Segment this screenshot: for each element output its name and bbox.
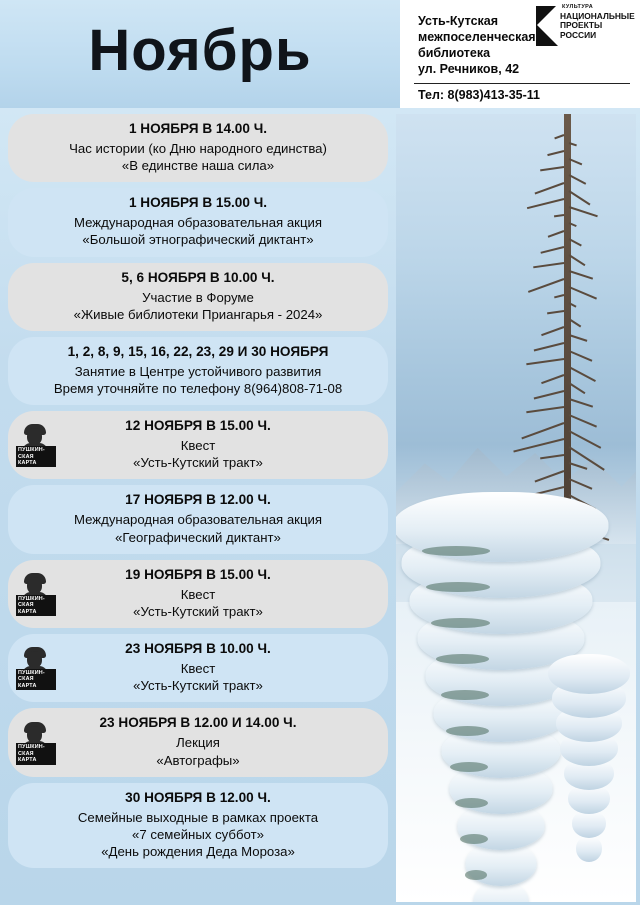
event-description-line: «Усть-Кутский тракт» [133, 603, 263, 619]
tree-branch [541, 326, 564, 336]
pushkin-card-label [16, 669, 56, 690]
tree-branch [527, 198, 564, 209]
tree-branch [569, 206, 599, 217]
event-date: 17 НОЯБРЯ В 12.00 Ч. [125, 492, 271, 508]
spruce-shadow [455, 798, 488, 808]
event-description-line: «Автографы» [156, 752, 240, 768]
page-title: Ноябрь [88, 18, 312, 83]
tree-branch [569, 366, 597, 382]
event-description-line: «В единстве наша сила» [121, 158, 275, 174]
event-description-line: Международная образовательная акция [73, 512, 323, 528]
pushkin-card-line-2: СКАЯ [18, 453, 34, 460]
event-date: 12 НОЯБРЯ В 15.00 Ч. [125, 418, 271, 434]
spruce-branch-layer [548, 654, 630, 694]
event-card [8, 337, 388, 405]
pushkin-card-line-1: ПУШКИН- [18, 744, 45, 751]
event-description-line: «Географический диктант» [115, 529, 281, 545]
pushkin-card-icon [16, 572, 56, 616]
tree-branch [535, 182, 565, 194]
logo-triangle-top-icon [536, 6, 556, 26]
spruce-shadow [446, 726, 489, 736]
tree-branch [540, 246, 564, 254]
event-date: 30 НОЯБРЯ В 12.00 Ч. [125, 789, 271, 805]
national-projects-logo-icon [536, 4, 634, 50]
event-date: 23 НОЯБРЯ В 10.00 Ч. [125, 641, 271, 657]
logo-triangle-bottom-icon [536, 24, 558, 46]
library-name-line-2: межпоселенческая [418, 29, 536, 44]
tree-branch [569, 270, 593, 280]
pushkin-card-line-3: КАРТА [18, 608, 37, 615]
pushkin-card-line-2: СКАЯ [18, 676, 34, 683]
tree-branch [533, 262, 564, 268]
tree-branch [540, 166, 564, 171]
pushkin-card-line-3: КАРТА [18, 682, 37, 689]
library-name-line-3: библиотека [418, 45, 491, 60]
pushkin-card-icon [16, 721, 56, 765]
event-card [8, 411, 388, 479]
event-card [8, 708, 388, 776]
tree-branch [521, 422, 564, 439]
library-phone: Тел: 8(983)413-35-11 [414, 83, 630, 102]
spruce-shadow [422, 546, 491, 556]
event-description-line: Лекция [176, 735, 220, 751]
pushkin-card-icon [16, 423, 56, 467]
pushkin-card-icon [16, 646, 56, 690]
event-description-line: «7 семейных суббот» [132, 826, 264, 842]
spruce-branch-layer [572, 810, 606, 838]
logo-line-3: РОССИИ [560, 29, 597, 40]
event-description-line: Участие в Форуме [142, 289, 254, 305]
logo-line-2: ПРОЕКТЫ [560, 20, 603, 31]
tree-branch [569, 398, 593, 408]
event-date: 1 НОЯБРЯ В 14.00 Ч. [128, 121, 268, 136]
event-description-line: Квест [180, 438, 216, 454]
pushkin-card-label [16, 595, 56, 616]
event-description-line: «Усть-Кутский тракт» [133, 678, 263, 694]
library-name-line-1: Усть-Кутская [418, 13, 499, 28]
event-card [8, 114, 388, 182]
library-street: ул. Речников, 42 [418, 61, 520, 76]
event-description-line: Занятие в Центре устойчивого развития [74, 363, 322, 379]
pushkin-card-label [16, 446, 56, 467]
event-date: 5, 6 НОЯБРЯ В 10.00 Ч. [121, 269, 275, 285]
event-description-line: «Живые библиотеки Приангарья - 2024» [73, 306, 323, 322]
tree-branch [541, 374, 564, 384]
pushkin-card-line-1: ПУШКИН- [18, 670, 45, 677]
tree-branch [534, 390, 565, 399]
spruce-shadow [431, 618, 490, 628]
logo-text [560, 12, 635, 40]
header-info-panel [400, 0, 640, 108]
tree-branch [569, 174, 587, 185]
pushkin-card-line-1: ПУШКИН- [18, 447, 45, 454]
tree-branch [534, 342, 565, 351]
spruce-shadow [426, 582, 490, 592]
event-card [8, 485, 388, 553]
tree-branch [568, 254, 585, 266]
tree-branch [554, 294, 564, 298]
logo-line-1: НАЦИОНАЛЬНЫЕ [560, 11, 635, 21]
tree-branch [554, 134, 564, 139]
event-card [8, 188, 388, 256]
event-card [8, 560, 388, 628]
spruce-shadow [460, 834, 488, 844]
event-card [8, 263, 388, 331]
spruce-branch-layer [576, 836, 602, 862]
poster-body [0, 108, 640, 905]
tree-branch [569, 414, 598, 428]
tree-branch [569, 430, 602, 449]
pushkin-card-line-3: КАРТА [18, 757, 37, 764]
event-description-line: Международная образовательная акция [73, 215, 323, 231]
event-date: 23 НОЯБРЯ В 12.00 И 14.00 Ч. [99, 715, 297, 731]
poster-header [0, 0, 640, 108]
spruce-shadow [441, 690, 489, 700]
event-description-line: Время уточняйте по телефону 8(964)808-71-08 [53, 381, 343, 397]
event-description-line: «Большой этнографический диктант» [82, 232, 314, 248]
event-description-line: Час истории (ко Дню народного единства) [69, 140, 327, 156]
event-description-line: Квест [180, 586, 216, 602]
tree-branch [554, 214, 564, 217]
event-date: 1 НОЯБРЯ В 15.00 Ч. [128, 195, 268, 211]
tree-branch [528, 278, 564, 293]
pushkin-card-line-1: ПУШКИН- [18, 595, 45, 602]
tree-branch [547, 150, 564, 156]
pushkin-card-line-2: СКАЯ [18, 602, 34, 609]
tree-branch [526, 358, 564, 365]
tree-branch [547, 310, 564, 314]
event-description-line: «Усть-Кутский тракт» [133, 455, 263, 471]
logo-culture-label: КУЛЬТУРА [562, 4, 594, 10]
tree-branch [569, 334, 588, 342]
event-description-line: «День рождения Деда Мороза» [101, 843, 295, 859]
pushkin-card-line-3: КАРТА [18, 459, 37, 466]
event-date: 19 НОЯБРЯ В 15.00 Ч. [125, 566, 271, 582]
pushkin-card-label [16, 743, 56, 764]
tree-branch [569, 350, 593, 362]
event-description-line: Семейные выходные в рамках проекта [77, 809, 319, 825]
tree-branch [568, 190, 590, 205]
tree-branch [548, 230, 565, 238]
tree-branch [569, 286, 598, 300]
event-description-line: Квест [180, 661, 216, 677]
winter-photo [396, 114, 636, 902]
event-card [8, 634, 388, 702]
pushkin-card-line-2: СКАЯ [18, 750, 34, 757]
event-list [8, 114, 388, 874]
tree-branch [526, 406, 564, 413]
tree-branch [568, 382, 585, 394]
event-date: 1, 2, 8, 9, 15, 16, 22, 23, 29 И 30 НОЯБРЯ [67, 343, 329, 359]
event-card [8, 783, 388, 868]
tree-branch [513, 438, 564, 453]
spruce-shadow [436, 654, 489, 664]
photo-small-spruce [544, 632, 634, 862]
month-banner [0, 0, 400, 108]
